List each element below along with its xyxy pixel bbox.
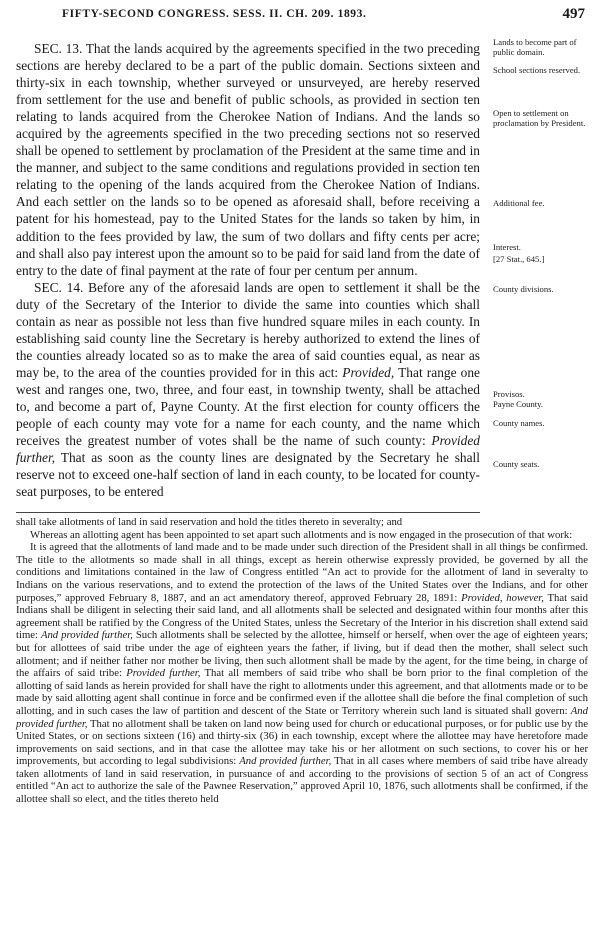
footnote-proviso-1: Provided, however, — [461, 591, 544, 604]
page-number: 497 — [562, 6, 585, 22]
margin-note-open-settlement: Open to settlement on proclamation by President. — [493, 108, 586, 128]
footnote-p3-text-f: That in all cases where members of said tribe have already taken allotments of land in said reservation, in pursuance of and according to the provisions of section 5 of an act of Congress entitled “An act to authorize the sale of the Pawnee Reservation,” approved April 10, 1876, such allotments shall be confirmed, if the allottee shall so elect, and the titles thereto held — [16, 755, 589, 806]
margin-note-stat-ref: [27 Stat., 645.] — [493, 254, 545, 264]
margin-note-lands-public-domain: Lands to become part of public domain. — [493, 37, 577, 57]
footnote-p3-text-e: That no allotment shall be taken on land now being used for church or educational purposes, or for public use by the United States, or on sections sixteen (16) and thirty-six (36) in each township, except where the allottee may have heretofore made improvements on said sections, and in that case the allottee may take his or her allotment on such sections, to cover his or her improvements, but according to legal subdivisions: — [16, 717, 588, 768]
running-head: FIFTY-SECOND CONGRESS. SESS. II. CH. 209. 1893. — [62, 8, 367, 20]
footnote-p3-text-b: That said Indians shall be diligent in selecting their said land, and all allotments shall be selected and designated within four months after this agreement shall be ratified by the Congress of the United States, unless the Secretary of the Interior in his discretion shall extend said time: — [16, 591, 588, 642]
footnote-paragraph-1 — [16, 516, 588, 529]
footnote-p1-text: shall take allotments of land in said reservation and hold the titles thereto in severalty; and — [16, 516, 403, 528]
section-14 — [16, 279, 480, 501]
footnote-text — [16, 516, 588, 806]
footnote-proviso-2: And provided further, — [40, 629, 133, 642]
page-header — [30, 8, 585, 24]
footnote-proviso-5: And provided further, — [239, 755, 332, 768]
main-text — [16, 40, 480, 500]
section-14-text-c: That as soon as the county lines are designated by the Secretary he shall reserve not to exceed one-half section of land in each county, to be located for county-seat purposes, to be entered — [16, 450, 480, 500]
proviso-label: Provided, — [342, 364, 395, 380]
margin-note-county-seats: County seats. — [493, 459, 540, 469]
margin-note-payne-county: Payne County. — [493, 399, 544, 409]
margin-note-additional-fee: Additional fee. — [493, 198, 545, 208]
margin-note-county-divisions: County divisions. — [493, 284, 554, 294]
section-13-text: SEC. 13. That the lands acquired by the agreements specified in the two preceding sections are hereby declared to be a part of the public domain. Sections sixteen and thirty-six in each township, whether surveyed or unsurveyed, are hereby reserved from settlement for the use and benefit of public schools, as provided in section ten relating to lands acquired from the Cherokee Nation of Indians. And the lands so acquired by the agreements specified in the two preceding sections not so reserved shall be opened to settlement by proclamation of the President at the same time and in the manner, and subject to the same conditions and regulations provided in section ten relating to the opening of the lands acquired from the Cherokee Nation of Indians. And each settler on the lands so to be opened as aforesaid shall, before receiving a patent for his homestead, pay to the United States for the lands so taken by him, in addition to the fees provided by law, the sum of two dollars and fifty cents per acre; and shall also pay interest upon the amount so to be paid for said land from the date of entry to the date of final payment at the rate of four per centum per annum. — [16, 41, 480, 278]
footnote-rule — [16, 512, 480, 513]
margin-note-interest: Interest. — [493, 242, 521, 252]
section-13 — [16, 40, 480, 279]
footnote-p2-text: Whereas an allotting agent has been appointed to set apart such allotments and is now engaged in the prosecution of that work: — [30, 528, 573, 541]
footnote-proviso-3: Provided further, — [126, 667, 201, 680]
proviso-further-label: Provided further, — [16, 433, 480, 466]
footnote-proviso-4: And provided further, — [16, 704, 588, 730]
section-14-text-a: SEC. 14. Before any of the aforesaid lands are open to settlement it shall be the duty of the Secretary of the Interior to divide the same into counties which shall contain as near as possible not less than five hundred square miles in each county. In establishing said county line the Secretary is hereby authorized to extend the lines of the counties already located so as to make the area of said counties equal, as near as may be, to the area of the counties provided for in this act: — [16, 279, 480, 380]
footnote-p3-text-d: That all members of said tribe who shall be born prior to the final completion of the allotting of said lands as herein provided for shall have the right to allotments under this agreement, and that allotments made or to be made by said allotting agent shall continue in force and be confirmed even if the allottee shall die before the final completion of such allotting, and in such cases the law of partition and descent of the State or Territory wherein such land is situated shall govern: — [16, 667, 589, 717]
section-14-text-b: That range one west and ranges one, two, three, and four east, in township twenty, shall be attached to, and become a part of, Payne County. At the first election for county officers the people of each county may vote for a name for each county, and the name which receives the greatest number of votes shall be the name of such county: — [16, 364, 480, 449]
margin-note-school-sections: School sections reserved. — [493, 65, 581, 75]
margin-note-county-names: County names. — [493, 418, 545, 428]
footnote-p3-text-a: It is agreed that the allotments of land made and to be made under such direction of the President shall in all things be confirmed. The title to the allotments so made shall in all things, except as herein otherwise expressly provided, be governed by all the conditions and limitations contained in the law of Congress entitled “An act to provide for the allotment of land in severalty to Indians on the various reservations, and to extend the protection of the laws of the United States over the Indians, and for other purposes,” approved February 8, 1887, and an act amendatory thereof, approved February 28, 1891: — [16, 541, 588, 604]
footnote-p3-text-c: Such allotments shall be selected by the allottee, himself or herself, when over the age of eighteen years; but for allottees of said tribe under the age of eighteen years the father, if living, but if dead then the mother, shall select such allotment; and if neither father nor mother be living, then such allotment shall be made by the agent, for the time being, in charge of the affairs of said tribe: — [16, 629, 589, 680]
footnote-paragraph-3 — [16, 541, 588, 805]
footnote-paragraph-2 — [16, 529, 588, 542]
margin-note-provisos: Provisos. — [493, 389, 525, 399]
